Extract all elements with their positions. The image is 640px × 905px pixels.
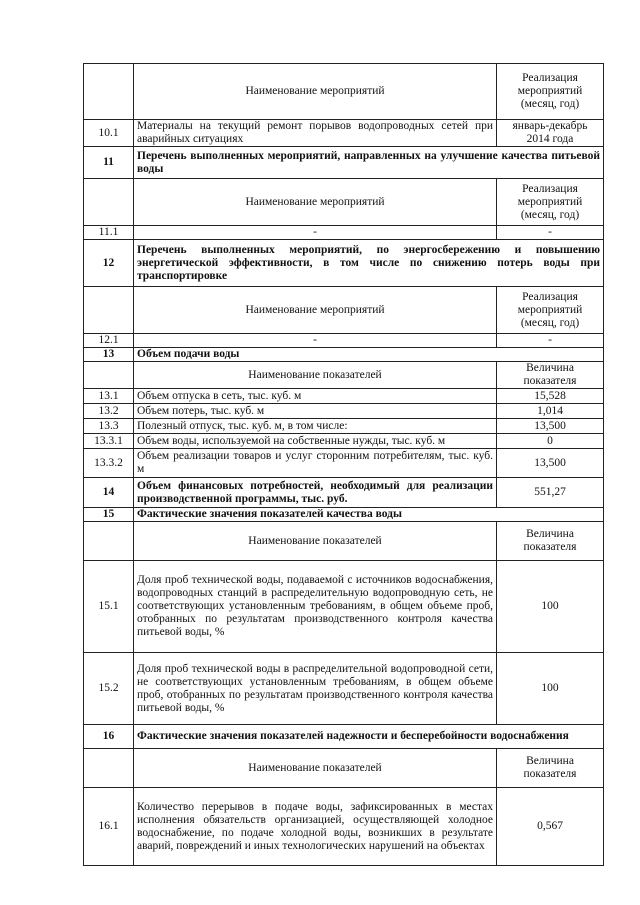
column-header-value: Реализация мероприятий (месяц, год) (497, 287, 604, 334)
row-value: 100 (497, 653, 604, 725)
row-name: Объем подачи воды (134, 348, 604, 362)
column-header-name: Наименование показателей (134, 522, 497, 561)
row-number: 13.3 (84, 419, 134, 434)
row-name: Объем реализации товаров и услуг сторонним потребителям, тыс. куб. м (134, 449, 497, 478)
row-name: Фактические значения показателей качества воды (134, 508, 604, 522)
table-row (84, 404, 604, 419)
row-number (84, 179, 134, 226)
row-name: Доля проб технической воды в распределительной водопроводной сети, не соответствующих установленным требованиям, в общем объеме проб, отобранных по результатам производственного контроля качества питьевой воды, % (134, 653, 497, 725)
row-name: Объем отпуска в сеть, тыс. куб. м (134, 389, 497, 404)
column-header-value: Реализация мероприятий (месяц, год) (497, 64, 604, 120)
row-number: 10.1 (84, 120, 134, 147)
section-row (84, 508, 604, 522)
table-row (84, 561, 604, 653)
section-row (84, 240, 604, 287)
row-number: 11.1 (84, 226, 134, 240)
row-value: 0,567 (497, 788, 604, 866)
row-name: Объем финансовых потребностей, необходимый для реализации производственной программы, тыс. руб. (134, 478, 497, 508)
row-name: - (134, 334, 497, 348)
row-number (84, 362, 134, 389)
document-table (83, 63, 604, 866)
row-name: Объем воды, используемой на собственные нужды, тыс. куб. м (134, 434, 497, 449)
column-header-name: Наименование мероприятий (134, 64, 497, 120)
table-row (84, 389, 604, 404)
table-row (84, 434, 604, 449)
row-name: Материалы на текущий ремонт порывов водопроводных сетей при аварийных ситуациях (134, 120, 497, 147)
column-header-name: Наименование мероприятий (134, 179, 497, 226)
row-number: 15 (84, 508, 134, 522)
row-value: 15,528 (497, 389, 604, 404)
table-header-row (84, 179, 604, 226)
section-row (84, 147, 604, 179)
row-number: 14 (84, 478, 134, 508)
section-row (84, 348, 604, 362)
section-row (84, 725, 604, 749)
table-header-row (84, 362, 604, 389)
table-header-row (84, 522, 604, 561)
row-value: 551,27 (497, 478, 604, 508)
row-number: 15.1 (84, 561, 134, 653)
row-name: Полезный отпуск, тыс. куб. м, в том числе: (134, 419, 497, 434)
row-number: 12.1 (84, 334, 134, 348)
row-name: Перечень выполненных мероприятий, по энергосбережению и повышению энергетической эффективности, в том числе по снижению потерь воды при транспортировке (134, 240, 604, 287)
row-number: 13 (84, 348, 134, 362)
row-number: 13.2 (84, 404, 134, 419)
row-number: 13.1 (84, 389, 134, 404)
table-row (84, 653, 604, 725)
row-value: 13,500 (497, 419, 604, 434)
row-number: 13.3.1 (84, 434, 134, 449)
table-row (84, 226, 604, 240)
column-header-value: Величина показателя (497, 522, 604, 561)
column-header-name: Наименование мероприятий (134, 287, 497, 334)
table-row (84, 334, 604, 348)
table-row (84, 449, 604, 478)
row-name: - (134, 226, 497, 240)
column-header-value: Реализация мероприятий (месяц, год) (497, 179, 604, 226)
row-number (84, 287, 134, 334)
row-value: - (497, 334, 604, 348)
row-value: 0 (497, 434, 604, 449)
table-row (84, 120, 604, 147)
table-header-row (84, 749, 604, 788)
row-value: 100 (497, 561, 604, 653)
row-number: 16.1 (84, 788, 134, 866)
row-value: - (497, 226, 604, 240)
table-row (84, 788, 604, 866)
row-number: 15.2 (84, 653, 134, 725)
column-header-name: Наименование показателей (134, 749, 497, 788)
row-name: Фактические значения показателей надежности и бесперебойности водоснабжения (134, 725, 604, 749)
row-value: 13,500 (497, 449, 604, 478)
row-number: 16 (84, 725, 134, 749)
row-number: 11 (84, 147, 134, 179)
row-number (84, 749, 134, 788)
row-name: Объем потерь, тыс. куб. м (134, 404, 497, 419)
row-number: 12 (84, 240, 134, 287)
section-row (84, 478, 604, 508)
row-number: 13.3.2 (84, 449, 134, 478)
row-value: 1,014 (497, 404, 604, 419)
row-name: Доля проб технической воды, подаваемой с источников водоснабжения, водопроводных станций в распределительную водопроводную сеть, не соответствующих установленным требованиям, в общем объеме проб, отобранных по результатам производственного контроля качества питьевой воды, % (134, 561, 497, 653)
table-row (84, 419, 604, 434)
column-header-value: Величина показателя (497, 362, 604, 389)
row-name: Количество перерывов в подаче воды, зафиксированных в местах исполнения обязательств организацией, осуществляющей холодное водоснабжение, по подаче холодной воды, возникших в результате аварий, повреждений и иных технологических нарушений на объектах (134, 788, 497, 866)
table-header-row (84, 287, 604, 334)
row-number (84, 64, 134, 120)
row-name: Перечень выполненных мероприятий, направленных на улучшение качества питьевой воды (134, 147, 604, 179)
column-header-value: Величина показателя (497, 749, 604, 788)
row-value: январь-декабрь 2014 года (497, 120, 604, 147)
column-header-name: Наименование показателей (134, 362, 497, 389)
row-number (84, 522, 134, 561)
table-header-row (84, 64, 604, 120)
